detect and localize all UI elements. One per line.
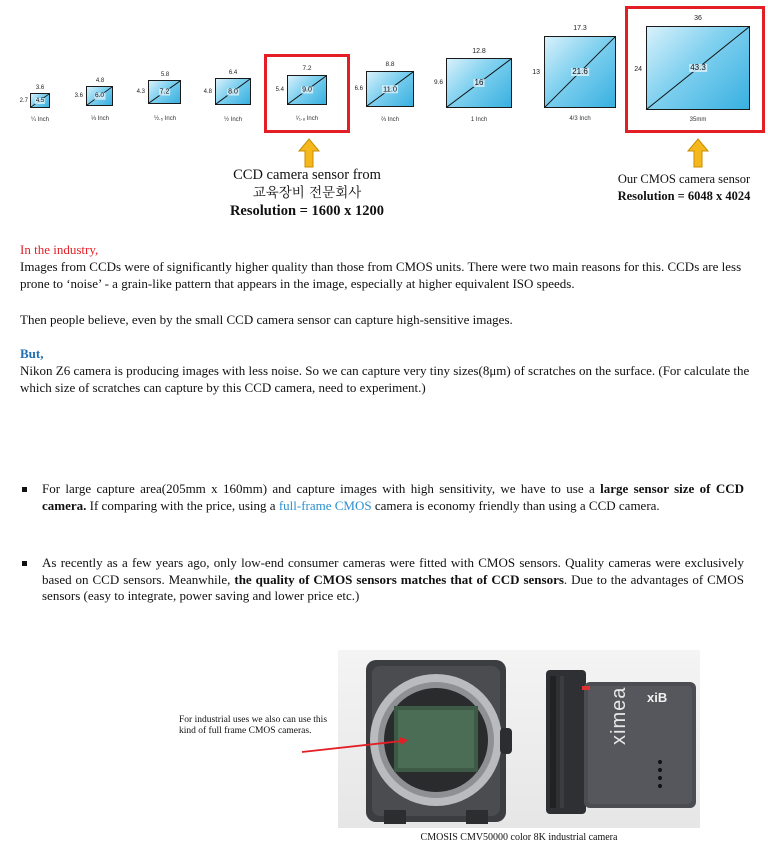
ccd-caption-line: CCD camera sensor from: [233, 167, 381, 183]
arrow-up-icon: [298, 138, 320, 168]
sensor-diagonal-label: 16: [474, 78, 484, 87]
arrow-up-icon: [687, 138, 709, 168]
camera-callout-text: For industrial uses we also can use this kind of full frame CMOS cameras.: [179, 715, 328, 736]
sensor-diagonal-label: 9.0: [302, 86, 312, 94]
ximea-brand-logo: ximea: [608, 686, 630, 745]
sensor-width-label: 17.3: [573, 25, 587, 32]
sensor-third-inch: [74, 78, 116, 130]
bullet-text: [42, 481, 744, 514]
sensor-half-two-five-inch: [136, 72, 184, 130]
sensor-rect: [30, 93, 50, 108]
cmos-highlight-box: [625, 6, 765, 133]
sensor-rect: [544, 36, 616, 108]
sensor-quarter-inch: [19, 85, 52, 130]
sensor-width-label: 3.6: [35, 85, 45, 91]
industry-heading: In the industry,: [20, 242, 99, 257]
sensor-format-label: 4/3 Inch: [569, 116, 591, 122]
sensor-diagonal-label: 8.0: [228, 88, 238, 95]
ccd-caption: [200, 166, 414, 220]
xib-model-badge: xiB: [647, 690, 668, 705]
sensor-height-label: 2.7: [19, 98, 28, 104]
sensor-width-label: 5.8: [160, 72, 170, 78]
but-heading: But,: [20, 346, 44, 361]
callout-pointer-arrow: [300, 735, 410, 755]
cmos-caption-line: Our CMOS camera sensor: [617, 172, 751, 186]
belief-paragraph: Then people believe, even by the small CCD camera sensor can capture high-sensitive images.: [20, 312, 513, 327]
sensor-rect: [86, 86, 113, 106]
camera-caption: CMOSIS CMV50000 color 8K industrial camera: [420, 832, 618, 843]
sensor-width-label: 8.8: [385, 61, 395, 68]
bullet-square-icon: [22, 487, 27, 492]
but-paragraph: Nikon Z6 camera is producing images with less noise. So we can capture very tiny sizes(8μm) of scratches on the surface. (For calculate the which size of scratches can capture by this CCD camera, need to experiment.): [20, 363, 750, 395]
bullet-text-part: . Due to the advantages of CMOS sensors (easy to integrate, power saving and lower price etc.): [42, 571, 744, 603]
cmos-resolution: Resolution = 6048 x 4024: [617, 189, 751, 203]
sensor-four-thirds-inch: [532, 25, 618, 130]
bullet-bold-text: the quality of CMOS sensors matches that of CCD sensors: [234, 571, 564, 587]
sensor-height-label: 24: [634, 66, 642, 73]
sensor-height-label: 13: [532, 69, 540, 76]
sensor-height-label: 3.6: [74, 93, 83, 99]
bullet-text-part: camera is economy friendly than using a CCD camera.: [371, 497, 660, 513]
sensor-width-label: 6.4: [228, 70, 238, 76]
sensor-format-label: 1 Inch: [470, 117, 488, 123]
sensor-width-label: 7.2: [302, 65, 312, 72]
sensor-height-label: 4.8: [203, 89, 212, 95]
sensor-format-label: ¼ Inch: [30, 117, 49, 123]
sensor-diagonal-label: 21.6: [572, 67, 588, 76]
sensor-rect: [366, 71, 414, 107]
full-frame-cmos-link[interactable]: full-frame CMOS: [278, 497, 372, 513]
sensor-format-label: ⅓ Inch: [90, 116, 109, 122]
industry-paragraph: Images from CCDs were of significantly higher quality than those from CMOS units. There were two main reasons for this. CCDs are less prone to ‘noise’ - a grain-like pattern that appears in the image, especially at higher equivalent ISO speeds.: [20, 259, 742, 291]
bullet-text-part: If comparing with the price, using a: [86, 497, 279, 513]
sensor-width-label: 36: [694, 15, 702, 22]
bullet-cmos-quality: [22, 555, 744, 605]
sensor-diagonal-label: 4.5: [35, 97, 45, 104]
sensor-width-label: 4.8: [95, 78, 105, 84]
ccd-highlight-box: [264, 54, 350, 133]
ccd-caption-company: 교육장비 전문회사: [252, 185, 362, 201]
sensor-height-label: 5.4: [275, 87, 284, 93]
sensor-two-thirds-inch: [354, 61, 416, 130]
sensor-rect: [148, 80, 181, 104]
sensor-one-inch: [433, 48, 514, 130]
sensor-format-label: ¹⁄₁.₈ Inch: [295, 116, 319, 122]
ccd-resolution: Resolution = 1600 x 1200: [229, 203, 385, 219]
bullet-text-part: As recently as a few years ago, only low-end consumer cameras were fitted with CMOS sensors. Quality cameras were exclusively based on CCD sensors. Meanwhile,: [42, 555, 744, 587]
bullet-text-part: For large capture area(205mm x 160mm) and capture images with high sensitivity, we have to use a: [42, 481, 601, 496]
sensor-diagonal-label: 43.3: [690, 63, 706, 72]
bullet-bold-text: large sensor size of CCD camera.: [42, 481, 744, 513]
sensor-format-label: ½ Inch: [223, 117, 242, 123]
sensor-format-label: ⅔ Inch: [380, 117, 399, 123]
sensor-format-label: 35mm: [689, 117, 707, 123]
sensor-diagonal-label: 6.0: [94, 91, 105, 99]
sensor-width-label: 12.8: [472, 48, 486, 55]
sensor-height-label: 6.6: [354, 86, 363, 92]
sensor-rect: [446, 58, 512, 108]
sensor-height-label: 9.6: [433, 79, 443, 86]
cmos-caption: [600, 171, 768, 205]
bullet-large-sensor: [22, 481, 744, 514]
sensor-diagonal-label: 11.0: [382, 84, 398, 94]
bullet-square-icon: [22, 561, 27, 566]
sensor-rect: [215, 78, 251, 105]
sensor-half-inch: [203, 70, 253, 130]
sensor-diagonal-label: 7.2: [159, 88, 170, 96]
sensor-height-label: 4.3: [136, 89, 145, 95]
sensor-format-label: ½.₅ Inch: [153, 116, 177, 122]
bullet-text: [42, 555, 744, 605]
